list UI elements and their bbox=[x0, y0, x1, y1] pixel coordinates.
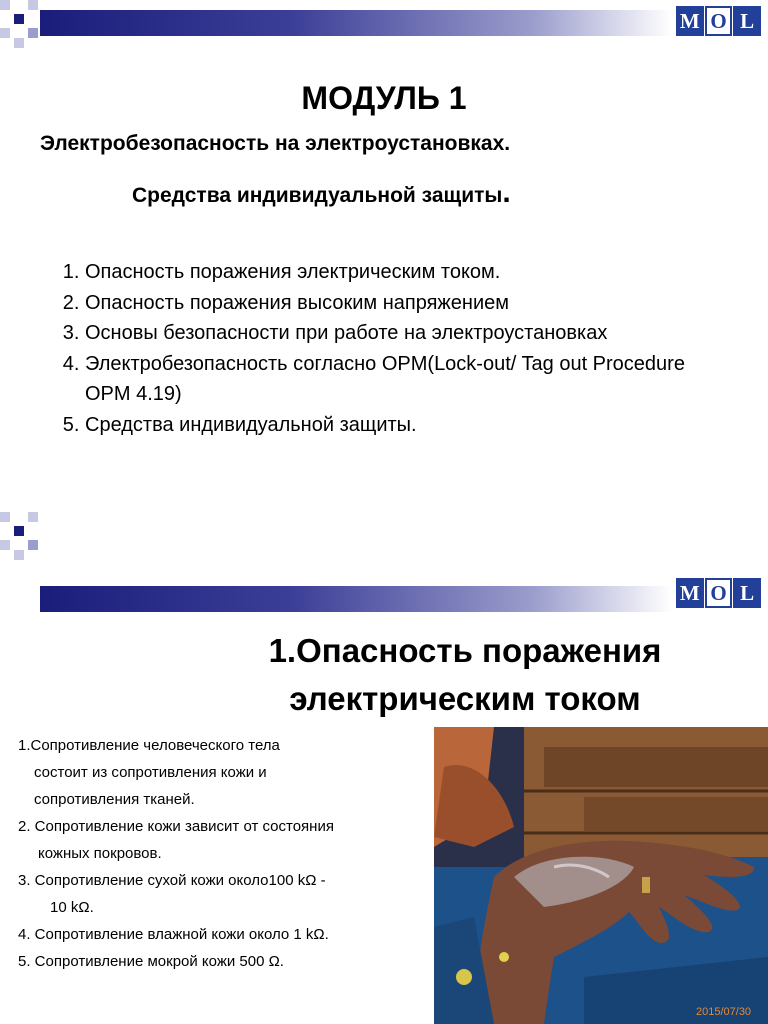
fact-item bbox=[18, 813, 428, 867]
logo-letter-l: L bbox=[733, 6, 761, 36]
topic-item: 1. Опасность поражения электрическим током. bbox=[85, 257, 735, 288]
fact-item bbox=[18, 732, 428, 813]
fact-item bbox=[18, 948, 428, 975]
fact-item bbox=[18, 867, 428, 921]
module-subtitle-2-end: . bbox=[502, 176, 511, 209]
fact-line: 2. Сопротивление кожи зависит от состояния bbox=[18, 818, 334, 835]
header-bar bbox=[40, 10, 672, 36]
fact-line: 4. Сопротивление влажной кожи около 1 kΩ. bbox=[18, 926, 329, 943]
logo-letter-l: L bbox=[733, 578, 761, 608]
fact-line: 1.Сопротивление человеческого тела bbox=[18, 737, 280, 754]
fact-line: 5. Сопротивление мокрой кожи 500 Ω. bbox=[18, 953, 284, 970]
module-subtitle-1: Электробезопасность на электроустановках. bbox=[40, 132, 511, 155]
module-subtitle-2-text: Средства индивидуальной защиты bbox=[132, 184, 503, 207]
topic-item: 3. Основы безопасности при работе на электроустановках bbox=[85, 318, 735, 349]
mol-logo bbox=[676, 578, 762, 608]
burned-hand-photo bbox=[434, 727, 768, 1024]
logo-letter-m: M bbox=[676, 6, 704, 36]
fact-line: сопротивления тканей. bbox=[34, 791, 195, 808]
fact-line: состоит из сопротивления кожи и bbox=[34, 764, 267, 781]
section-title bbox=[200, 627, 730, 723]
section-title-line-1: 1.Опасность поражения bbox=[268, 632, 662, 669]
module-title: МОДУЛЬ 1 bbox=[301, 80, 467, 116]
module-subtitle-2 bbox=[132, 176, 511, 210]
slide-2 bbox=[0, 512, 768, 1024]
decor-squares bbox=[0, 512, 64, 560]
logo-letter-o: O bbox=[705, 578, 733, 608]
fact-line: 3. Сопротивление сухой кожи около100 kΩ - bbox=[18, 872, 326, 889]
topics-list bbox=[85, 257, 735, 440]
topic-item: 2. Опасность поражения высоким напряжением bbox=[85, 288, 735, 319]
logo-letter-o: O bbox=[705, 6, 733, 36]
hand-illustration bbox=[434, 727, 768, 1024]
logo-letter-m: M bbox=[676, 578, 704, 608]
fact-line: 10 kΩ. bbox=[50, 899, 94, 916]
topic-item: 4. Электробезопасность согласно OPM(Lock-out/ Tag out Procedure OPM 4.19) bbox=[85, 349, 735, 410]
fact-line: кожных покровов. bbox=[38, 845, 162, 862]
header-bar bbox=[40, 586, 672, 612]
section-title-line-2: электрическим током bbox=[289, 680, 641, 717]
photo-date-stamp: 2015/07/30 bbox=[696, 1006, 752, 1018]
topic-item: 5. Средства индивидуальной защиты. bbox=[85, 410, 735, 441]
mol-logo bbox=[676, 6, 762, 36]
resistance-facts bbox=[18, 732, 428, 975]
fact-item bbox=[18, 921, 428, 948]
